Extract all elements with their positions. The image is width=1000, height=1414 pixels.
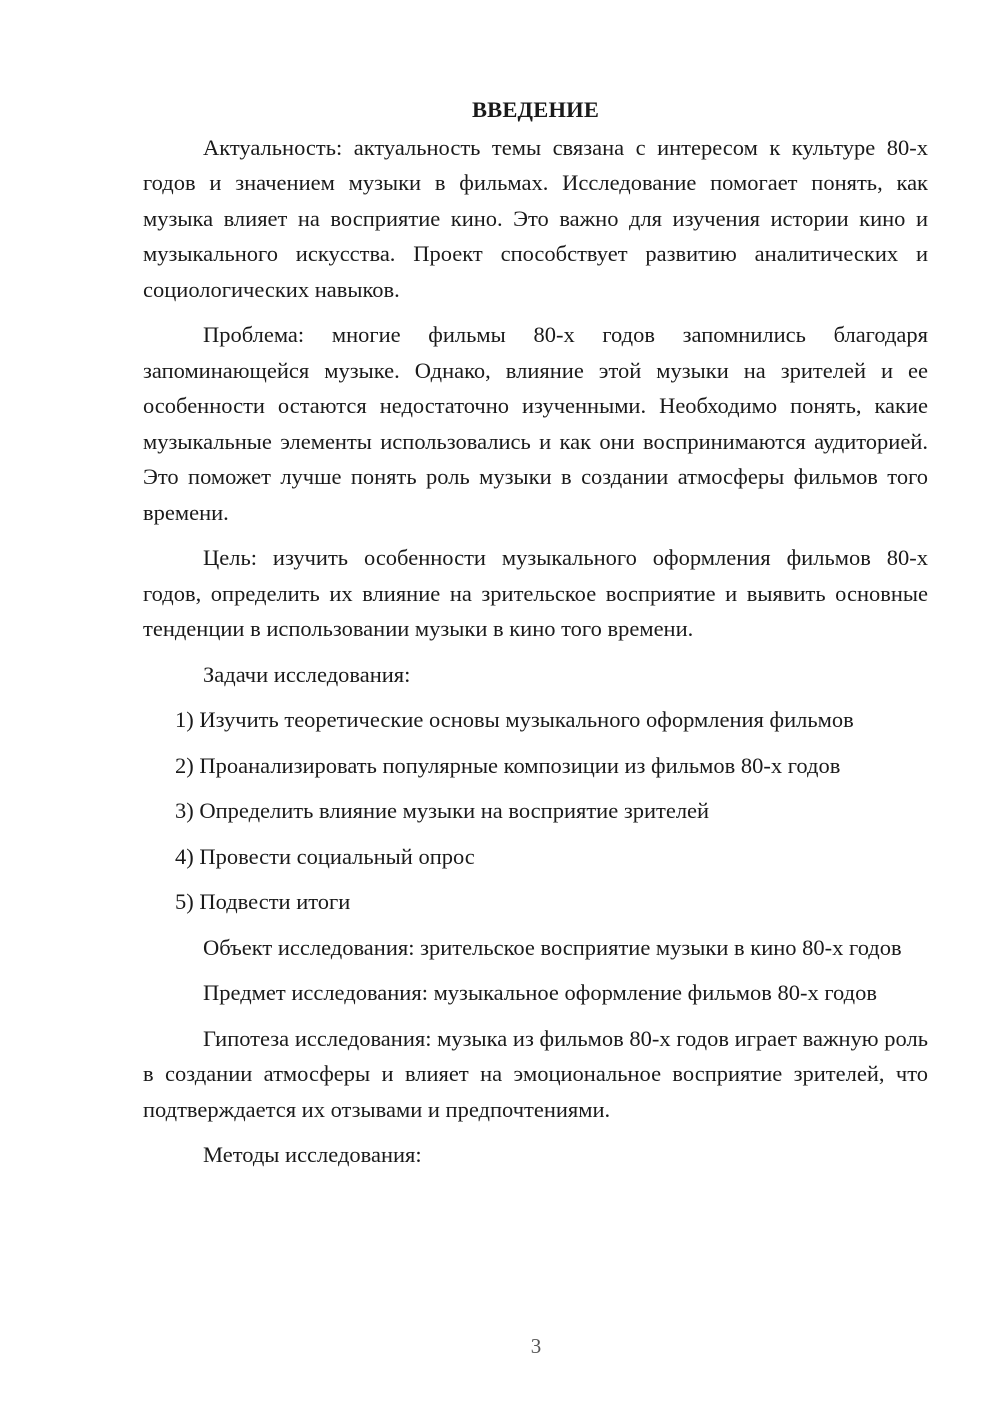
task-item: 5) Подвести итоги <box>175 889 351 914</box>
task-item: 4) Провести социальный опрос <box>175 843 475 869</box>
hypothesis-paragraph: Гипотеза исследования: музыка из фильмов 80-х годов играет важную роль в создании атмосферы и влияет на эмоциональное восприятие зрителей, что подтверждается их отзывами и предпочтениями. <box>143 1025 928 1122</box>
goal-paragraph: Цель: изучить особенности музыкального оформления фильмов 80-х годов, определить их влияние на зрительское восприятие и выявить основные тенденции в использовании музыки в кино того времени. <box>143 545 928 641</box>
methods-title: Методы исследования: <box>203 1142 422 1167</box>
object-paragraph: Объект исследования: зрительское восприятие музыки в кино 80-х годов <box>203 934 902 960</box>
page-number: 3 <box>530 1334 542 1358</box>
page-content <box>143 92 928 1183</box>
subject-paragraph: Предмет исследования: музыкальное оформление фильмов 80-х годов <box>203 980 877 1005</box>
problem-paragraph: Проблема: многие фильмы 80-х годов запомнились благодаря запоминающейся музыке. Однако, влияние этой музыки на зрителей и ее особенности остаются недостаточно изученными. Необходимо понять, какие музыкальные элементы использовались и как они воспринимаются аудиторией. Это поможет лучше понять роль музыки в создании атмосферы фильмов того времени. <box>143 322 928 525</box>
task-item: 2) Проанализировать популярные композиции из фильмов 80-х годов <box>175 752 841 778</box>
tasks-title: Задачи исследования: <box>203 661 411 687</box>
task-item: 1) Изучить теоретические основы музыкального оформления фильмов <box>175 707 854 732</box>
section-heading: ВВЕДЕНИЕ <box>471 97 600 122</box>
relevance-paragraph: Актуальность: актуальность темы связана с интересом к культуре 80-х годов и значением музыки в фильмах. Исследование помогает понять, как музыка влияет на восприятие кино. Это важно для изучения истории кино и музыкального искусства. Проект способствует развитию аналитических и социологических навыков. <box>143 134 928 302</box>
task-item: 3) Определить влияние музыки на восприятие зрителей <box>175 798 710 823</box>
tasks-list <box>143 702 928 920</box>
